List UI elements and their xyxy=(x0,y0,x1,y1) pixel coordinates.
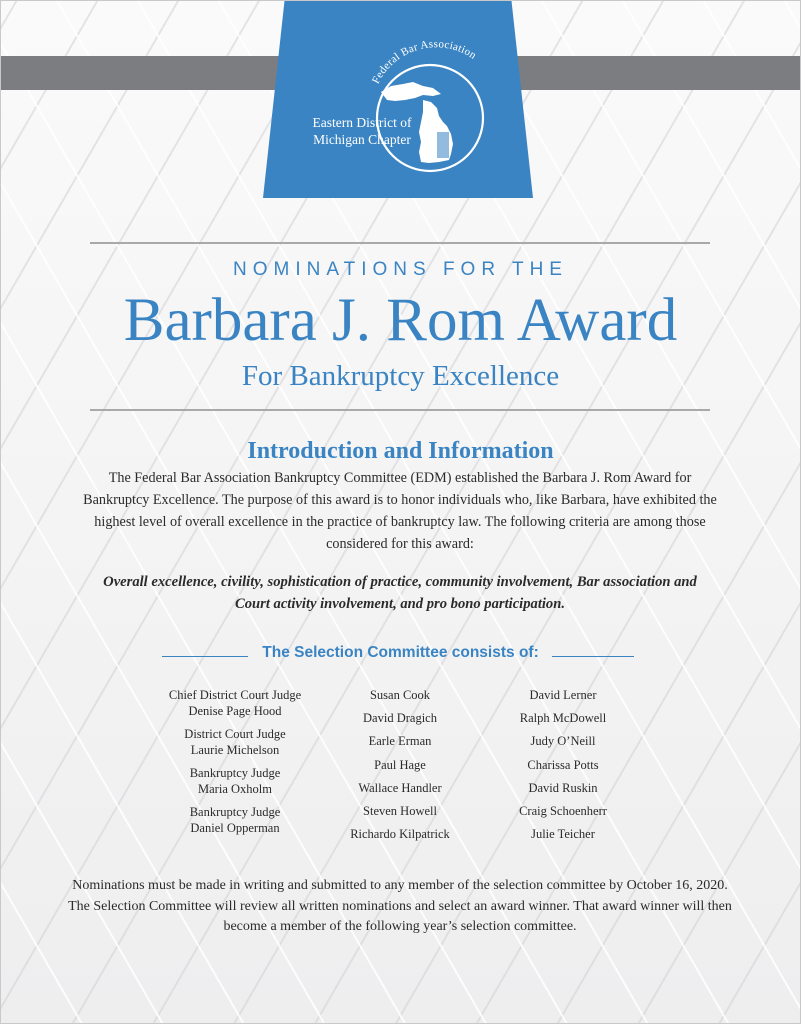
member-name: David Dragich xyxy=(363,711,437,726)
judge-title: Bankruptcy Judge xyxy=(189,766,281,780)
member-name: David Lerner xyxy=(529,688,597,702)
member-name: Craig Schoenherr xyxy=(519,803,607,818)
award-title: Barbara J. Rom Award xyxy=(123,287,678,354)
intro-heading: Introduction and Information xyxy=(247,438,554,464)
member-name: David Ruskin xyxy=(528,780,598,795)
judge-name: Daniel Opperman xyxy=(190,821,280,835)
judge-entry xyxy=(140,687,330,719)
chapter-logo xyxy=(263,0,533,198)
member-name: Ralph McDowell xyxy=(519,711,607,726)
member-name: Susan Cook xyxy=(369,688,431,702)
members-column-middle xyxy=(305,687,495,849)
judge-entry xyxy=(140,765,330,797)
chapter-line-2: Michigan Chapter xyxy=(313,132,411,147)
top-divider xyxy=(90,242,710,244)
chapter-name xyxy=(303,114,421,148)
intro-body: The Federal Bar Association Bankruptcy Committee (EDM) established the Barbara J. Rom Award for Bankruptcy Excellence. The purpose of this award is to honor individuals who, like Barbara, have exhibited the highest level of overall excellence in the practice of bankruptcy law. The following criteria are among those considered for this award: xyxy=(83,470,717,552)
judge-name: Laurie Michelson xyxy=(190,743,280,757)
award-subtitle: For Bankruptcy Excellence xyxy=(241,360,560,392)
committee-heading-line-right xyxy=(552,656,634,657)
member-name: Paul Hage xyxy=(374,757,426,772)
judge-name: Maria Oxholm xyxy=(198,782,272,796)
member-name: Judy O’Neill xyxy=(530,734,596,749)
member-name: Wallace Handler xyxy=(358,780,442,795)
criteria-text: Overall excellence, civility, sophistication of practice, community involvement, Bar association and Court activity involvement, and pro bono participation. xyxy=(103,574,697,612)
member-name: Earle Erman xyxy=(368,734,432,749)
judge-title: Chief District Court Judge xyxy=(168,688,302,702)
judge-name: Denise Page Hood xyxy=(188,704,282,718)
judge-entry xyxy=(140,726,330,758)
closing-paragraph: Nominations must be made in writing and submitted to any member of the selection committee by October 16, 2020. The Selection Committee will review all written nominations and select an award winner. That award winner will then become a member of the following year’s selection committee. xyxy=(68,878,732,934)
judge-entry xyxy=(140,804,330,836)
members-column-right xyxy=(468,687,658,849)
bottom-divider xyxy=(90,409,710,411)
eastern-district-highlight xyxy=(437,132,449,158)
chapter-line-1: Eastern District of xyxy=(312,115,412,130)
judges-column xyxy=(140,687,330,843)
logo-arc-text: Federal Bar Association xyxy=(369,38,479,86)
member-name: Richardo Kilpatrick xyxy=(350,827,450,842)
judge-title: Bankruptcy Judge xyxy=(189,805,281,819)
member-name: Steven Howell xyxy=(363,803,437,818)
kicker-text: NOMINATIONS FOR THE xyxy=(233,259,568,280)
member-name: Julie Teicher xyxy=(531,827,595,842)
committee-heading: The Selection Committee consists of: xyxy=(262,644,539,661)
judge-title: District Court Judge xyxy=(184,727,286,741)
member-name: Charissa Potts xyxy=(527,757,599,772)
